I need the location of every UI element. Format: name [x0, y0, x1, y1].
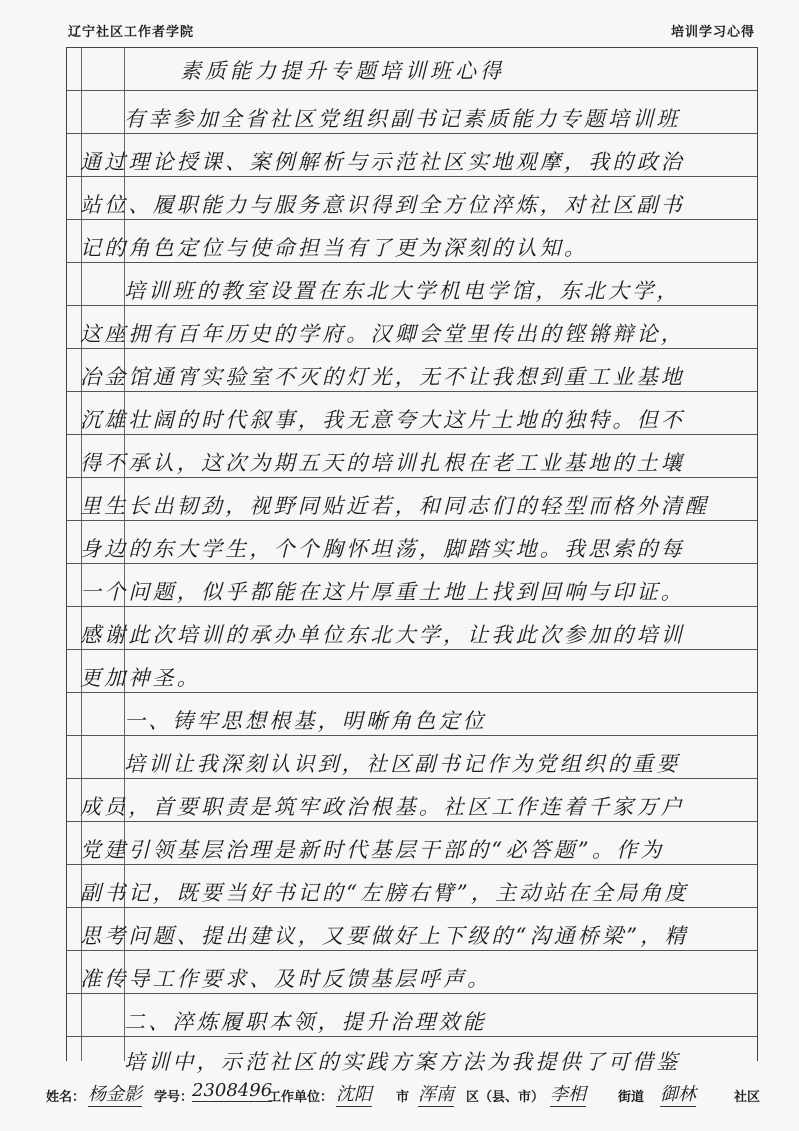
text-line: 身边的东大学生，个个胸怀坦荡，脚踏实地。我思索的每 [80, 537, 685, 561]
name-label: 姓名： [46, 1090, 86, 1105]
name-value: 杨金影 [88, 1080, 142, 1107]
header-left: 辽宁社区工作者学院 [68, 25, 195, 40]
text-line: 通过理论授课、案例解析与示范社区实地观摩，我的政治 [80, 150, 685, 174]
header-right: 培训学习心得 [670, 25, 755, 40]
street-value: 李相 [550, 1080, 586, 1107]
text-line: 记的角色定位与使命担当有了更为深刻的认知。 [80, 236, 589, 260]
city-value: 沈阳 [336, 1080, 372, 1107]
text-line: 更加神圣。 [80, 666, 201, 690]
district-label: 区（县、市） [466, 1090, 545, 1105]
text-line: 得不承认，这次为期五天的培训扎根在老工业基地的土壤 [80, 451, 685, 475]
text-line: 一个问题，似乎都能在这片厚重土地上找到回响与印证。 [80, 580, 685, 604]
text-line: 培训让我深刻认识到，社区副书记作为党组织的重要 [124, 752, 681, 776]
community-value: 御林 [660, 1080, 696, 1107]
city-label: 市 [396, 1090, 410, 1105]
text-line: 培训班的教室设置在东北大学机电学馆，东北大学， [124, 279, 681, 303]
text-line: 站位、履职能力与服务意识得到全方位淬炼，对社区副书 [80, 193, 685, 217]
text-line: 成员，首要职责是筑牢政治根基。社区工作连着千家万户 [80, 795, 685, 819]
text-line: 思考问题、提出建议，又要做好上下级的“沟通桥梁”，精 [80, 924, 689, 948]
text-line: 副书记，既要当好书记的“左膀右臂”，主动站在全局角度 [80, 881, 689, 905]
title-line: 素质能力提升专题培训班心得 [180, 59, 505, 83]
unit-label: 工作单位： [268, 1090, 334, 1105]
text-line: 培训中，示范社区的实践方案方法为我提供了可借鉴 [124, 1050, 681, 1074]
district-value: 浑南 [418, 1080, 454, 1107]
text-line: 感谢此次培训的承办单位东北大学，让我此次参加的培训 [80, 623, 685, 647]
section-heading: 一、铸牢思想根基，明晰角色定位 [124, 709, 487, 733]
text-line: 党建引领基层治理是新时代基层干部的“必答题”。作为 [80, 838, 665, 862]
community-label: 社区 [734, 1090, 761, 1105]
text-line: 里生长出韧劲，视野同贴近若，和同志们的轻型而格外清醒 [80, 494, 710, 518]
id-value: 2308496 [192, 1080, 273, 1101]
street-label: 街道 [618, 1090, 645, 1105]
text-line: 这座拥有百年历史的学府。汉卿会堂里传出的铿锵辩论， [80, 322, 685, 346]
text-line: 沉雄壮阔的时代叙事，我无意夸大这片土地的独特。但不 [80, 408, 685, 432]
id-label: 学号： [154, 1090, 194, 1105]
text-line: 有幸参加全省社区党组织副书记素质能力专题培训班 [124, 107, 681, 131]
text-line: 冶金馆通宵实验室不灭的灯光，无不让我想到重工业基地 [80, 365, 685, 389]
section-heading: 二、淬炼履职本领，提升治理效能 [124, 1010, 487, 1034]
text-line: 准传导工作要求、及时反馈基层呼声。 [80, 967, 492, 991]
